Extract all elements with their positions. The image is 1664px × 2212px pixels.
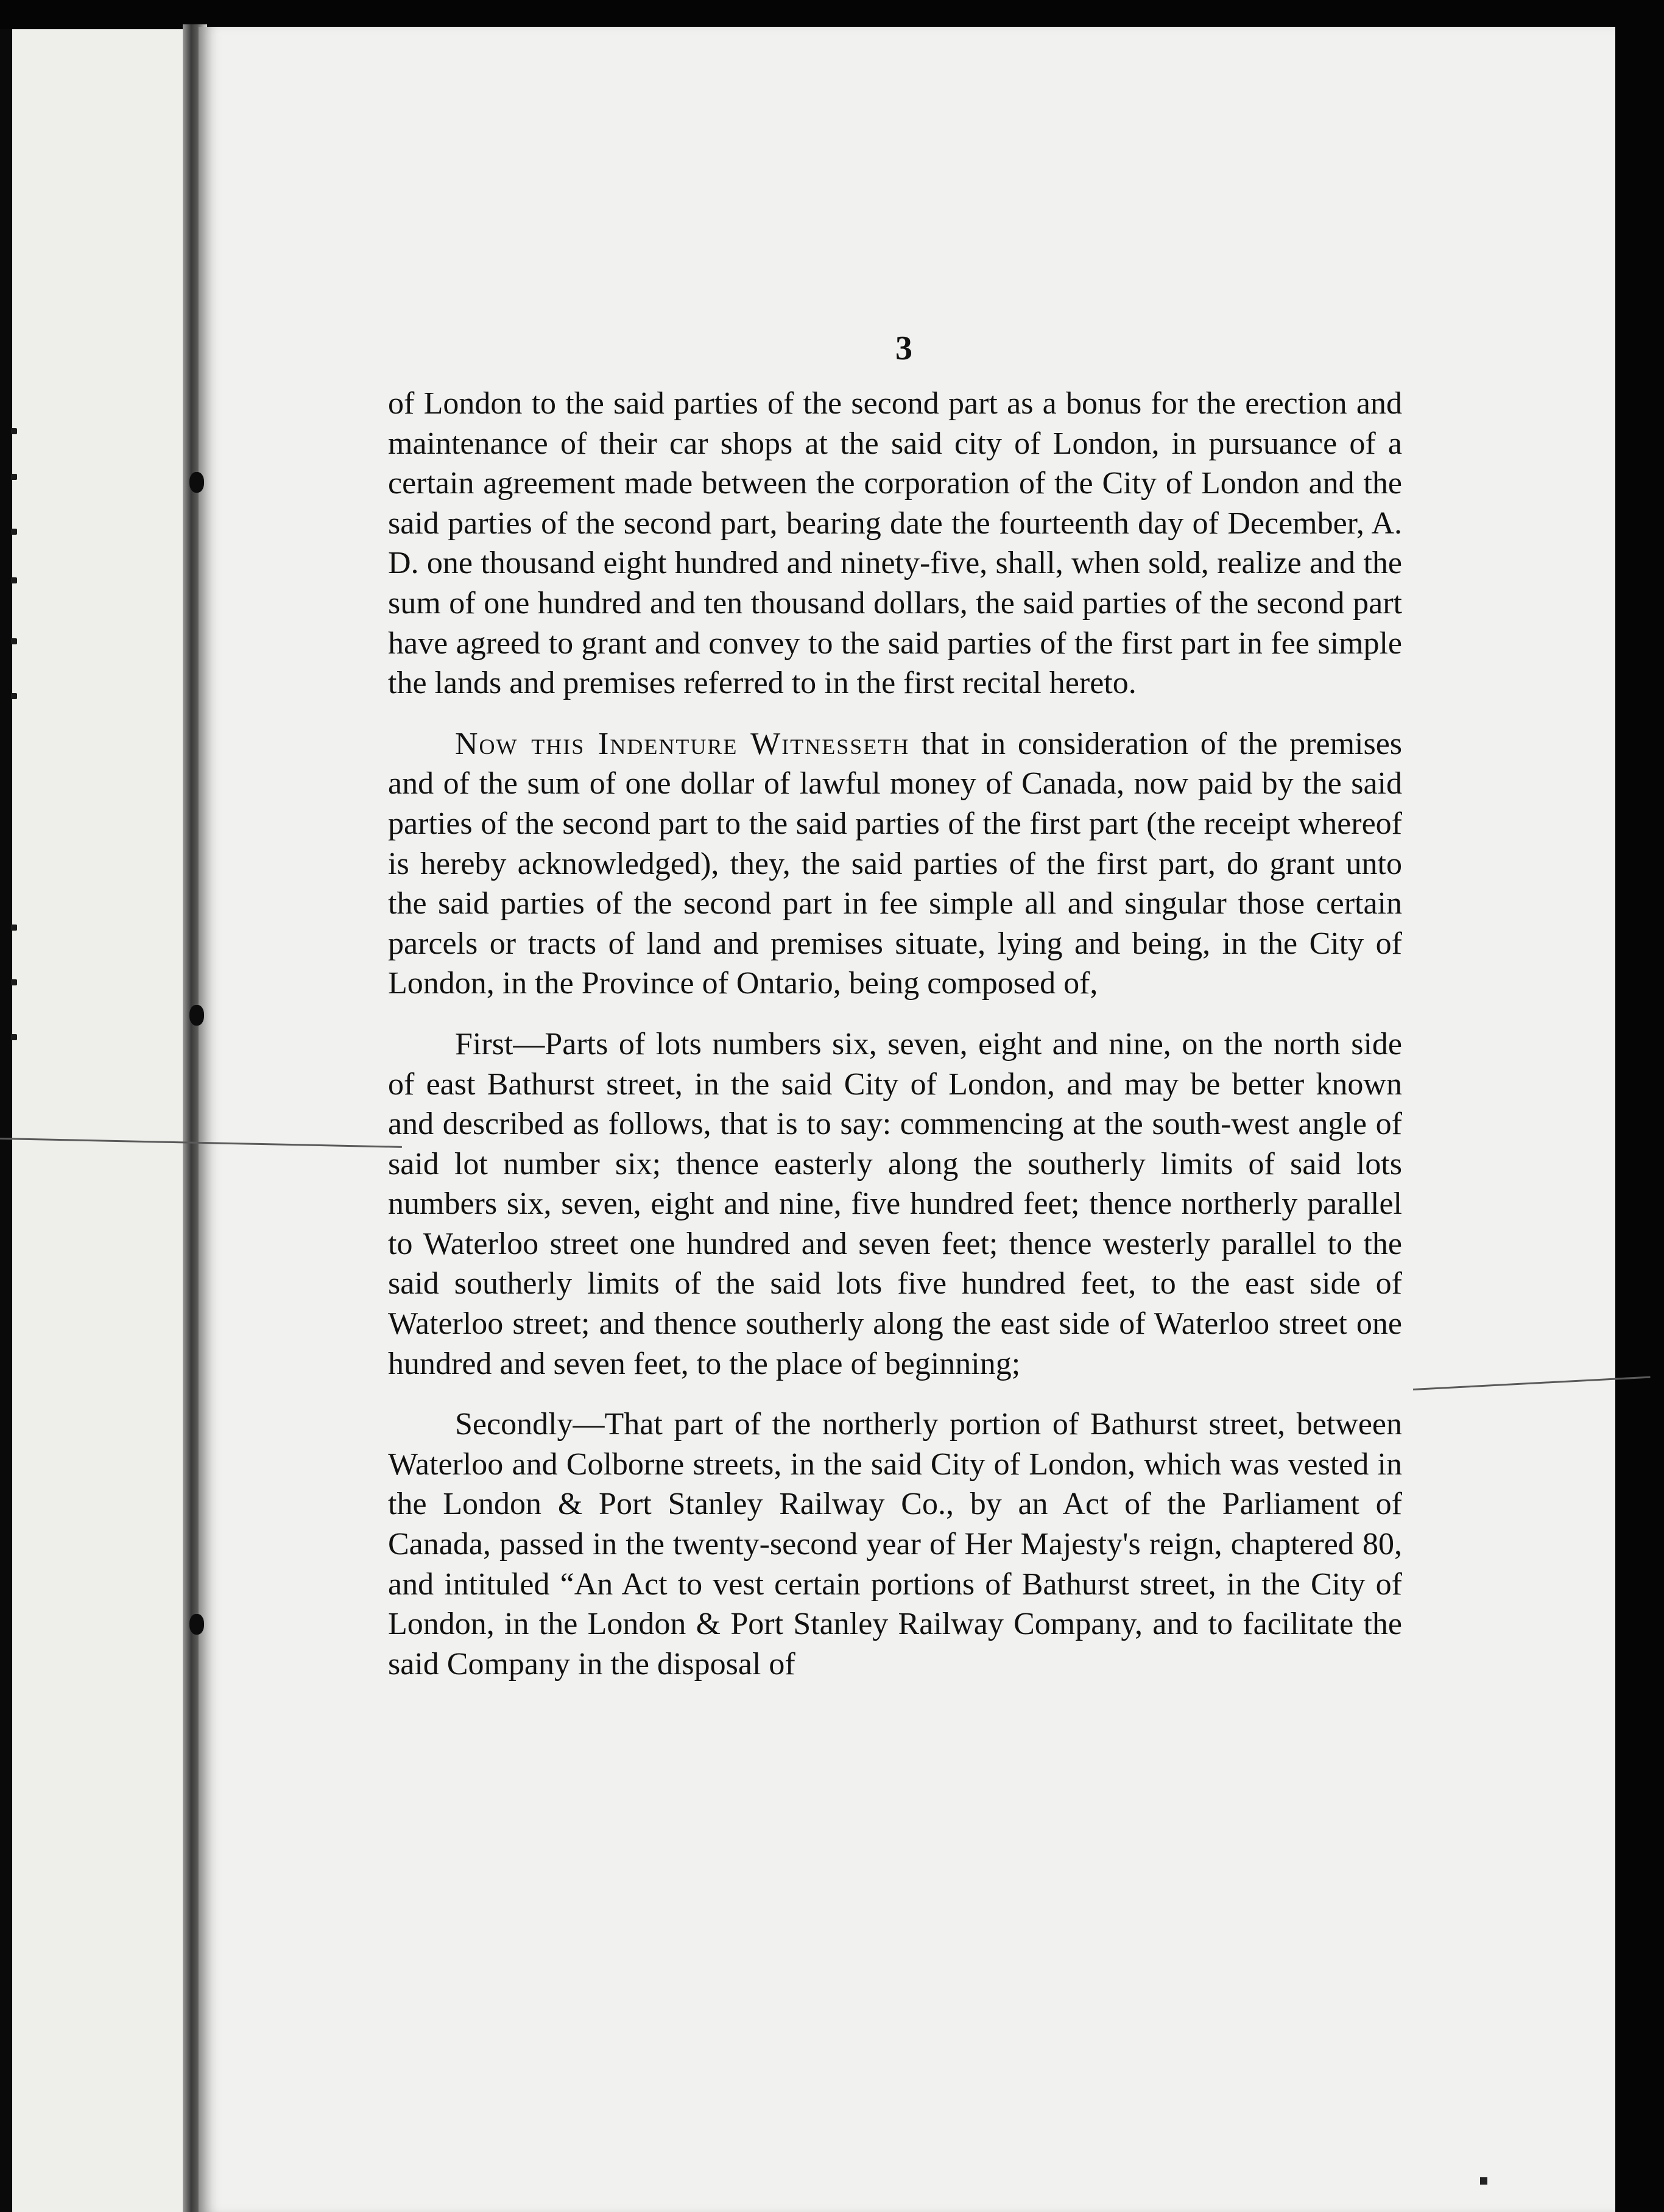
paragraph: of London to the said parties of the second part as a bonus for the erection and maintenance of their car shops at the said city of London, in pursuance of a certain agreement made between the corporation of the City of London and the said parties of the second part, bearing date the fourteenth day of December, A. D. one thousand eight hundred and ninety-five, shall, when sold, realize and the sum of one hundred and ten thousand dollars, the said parties of the second part have agreed to grant and convey to the said parties of the first part in fee simple the lands and premises referred to in the first recital hereto. xyxy=(388,386,1402,701)
text-fragment-mark xyxy=(11,638,17,644)
binding-hole xyxy=(189,472,204,493)
witnesseth-continuation: that in consideration of the xyxy=(909,726,1278,761)
text-fragment-mark xyxy=(11,693,17,699)
text-fragment-mark xyxy=(11,474,17,480)
body-text xyxy=(388,384,1402,1705)
indenture-lead: Now this Indenture Witnesseth xyxy=(455,726,910,761)
page-number: 3 xyxy=(895,329,912,367)
paragraph xyxy=(388,724,1402,1004)
paragraph: First—Parts of lots numbers six, seven, eight and nine, on the north side of east Bathurst street, in the said City of London, and may be better known and described as follows, that is to say: commencing at the south-west angle of said lot number six; thence easterly along the southerly limits of said lots numbers six, seven, eight and nine, five hundred feet; thence northerly parallel to Waterloo street one hundred and seven feet; thence westerly parallel to the said southerly limits of the said lots five hundred feet, to the east side of Waterloo street; and thence southerly along the east side of Waterloo street one hundred and seven feet, to the place of beginning; xyxy=(388,1026,1402,1381)
binding-hole xyxy=(189,1614,204,1635)
paragraph: Secondly—That part of the northerly portion of Bathurst street, between Waterloo and Colborne streets, in the said City of London, which was vested in the London & Port Stanley Railway Co., by an Act of the Parliament of Canada, passed in the twenty-second year of Her Majesty's reign, chaptered 80, and intituled “An Act to vest certain portions of Bathurst street, in the City of London, in the London & Port Stanley Railway Company, and to facilitate the said Company in the disposal of xyxy=(388,1407,1402,1682)
binding-hole xyxy=(189,1005,204,1026)
paragraph-text: premises and of the sum of one dollar of lawful money of Canada, now paid by the said parties of the second part to the said parties of the first part (the receipt whereof is hereby acknowledged), they, the said parties of the first part, do grant unto the said parties of the second part in fee simple all and singular those certain parcels or tracts of land and premises situate, lying and being, in the City of London, in the Province of Ontario, being composed of, xyxy=(388,726,1403,1001)
text-fragment-mark xyxy=(11,1034,17,1040)
text-fragment-mark xyxy=(11,925,17,931)
text-fragment-mark xyxy=(11,529,17,535)
text-fragment-mark xyxy=(11,979,17,985)
previous-page-edge xyxy=(0,29,188,2212)
scan-speck xyxy=(1480,2177,1487,2185)
text-fragment-mark xyxy=(11,428,17,434)
text-fragment-mark xyxy=(11,577,17,583)
